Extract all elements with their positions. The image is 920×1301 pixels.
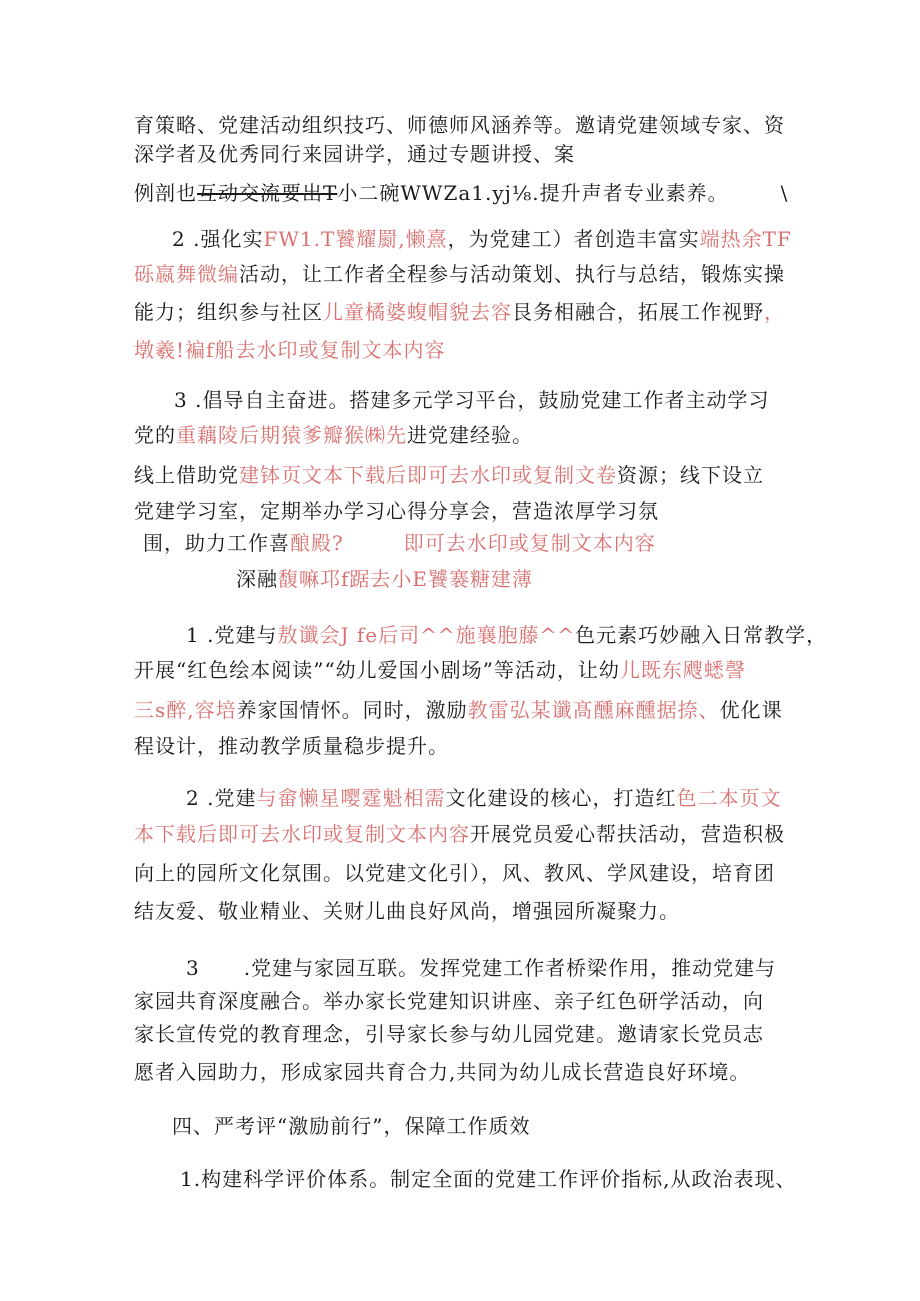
paragraph-line xyxy=(134,422,533,448)
paragraph-line xyxy=(134,112,785,138)
text-run: 2 .党建 xyxy=(186,786,257,810)
text-run: 色元素巧妙融入日常教学， xyxy=(575,623,828,647)
watermark-text: FW1.T饕耀罽,懒熹 xyxy=(263,227,448,251)
paragraph-line xyxy=(134,180,788,206)
text-run: 党建学习室，定期举办学习心得分享会，营造浓厚学习氛 xyxy=(134,499,659,523)
text-run: 资源；线下设立 xyxy=(617,463,764,487)
paragraph-line xyxy=(134,821,785,847)
watermark-text: 水印或复制文本内容 xyxy=(256,338,446,362)
text-run: 线上借助党 xyxy=(134,463,239,487)
text-run: 1.构建科学评价体系。制定全面的党建工作评价指标,从政治表现、 xyxy=(180,1167,797,1191)
text-run: 开展“红色绘本阅读”“幼儿爱国小剧场”等活动，让幼 xyxy=(134,658,620,682)
text-run: 家园共育深度融合。举办家长党建知识讲座、亲子红色研学活动，向 xyxy=(134,989,764,1013)
watermark-text: 敖谶会J fe后司^^施襄胞藤^^ xyxy=(277,623,576,647)
text-run: 愿者入园助力，形成家园共育合力,共同为幼儿成长营造良好环境。 xyxy=(134,1060,751,1084)
paragraph-line xyxy=(134,299,785,325)
text-run: 小二碗WWZa1.yj⅛.提升声者专业素养。 xyxy=(337,181,729,205)
text-run: 1 .党建与 xyxy=(186,623,278,647)
paragraph-line xyxy=(174,387,769,413)
paragraph-line xyxy=(134,1059,750,1085)
text-run: 程设计，推动教学质量稳步提升。 xyxy=(134,734,449,758)
text-run: 例剖也 xyxy=(134,181,197,205)
watermark-text: 酿殿? xyxy=(290,531,344,555)
watermark-text: 儿童橘婆蝮帽貌去容 xyxy=(323,300,512,324)
paragraph-line xyxy=(134,733,449,759)
paragraph-line xyxy=(186,622,827,648)
text-run: 深融 xyxy=(236,567,278,591)
paragraph-line xyxy=(143,530,656,556)
paragraph-line xyxy=(180,1166,796,1192)
text-run: 结友爱、敬业精业、关财儿曲良好风尚，增强园所凝聚力。 xyxy=(134,899,680,923)
text-run: 艮务相融合，拓展工作视野 xyxy=(512,300,764,324)
text-run: 四、严考评“激励前行”，保障工作质效 xyxy=(172,1114,531,1138)
text-run: 能力；组织参与社区 xyxy=(134,300,323,324)
text-run: 进党建经验。 xyxy=(407,423,533,447)
text-run: 优化课 xyxy=(719,698,783,722)
text-run: 3 xyxy=(186,956,200,980)
text-run: ，为党建工）者创造丰富实 xyxy=(447,227,700,251)
paragraph-line xyxy=(134,462,764,488)
paragraph-line xyxy=(172,226,792,252)
paragraph-line xyxy=(134,697,783,723)
paragraph-line xyxy=(134,337,445,363)
text-run: 育策略、党建活动组织技巧、师德师风涵养等。邀请党建领域专家、资 xyxy=(134,113,785,137)
text-run: 活动，让工作者全程参与活动策划、执行与总结，锻炼实操 xyxy=(239,262,785,286)
section-heading xyxy=(172,1113,530,1139)
text-run: 家长宣传党的教育理念，引导家长参与幼儿园党建。邀请家长党员志 xyxy=(134,1022,764,1046)
backslash-mark: \ xyxy=(780,181,789,205)
section-heading xyxy=(236,566,533,592)
text-run: 养家国情怀。同时，激励 xyxy=(236,698,468,722)
watermark-text: 色二本页文 xyxy=(676,786,782,810)
watermark-text: ， xyxy=(764,300,785,324)
paragraph-line xyxy=(134,657,746,683)
paragraph-line xyxy=(134,898,680,924)
watermark-text: 与畲懒星嘤霆魁相需 xyxy=(256,786,446,810)
struck-text-run: 互动交流要出T xyxy=(197,181,338,205)
text-run: 3 .倡导自主奋进。搭建多元学习平台，鼓励党建工作者主动学习 xyxy=(174,388,770,412)
watermark-text: 馥嘛邛f踞去小E饕褰糖建薄 xyxy=(278,567,534,591)
watermark-text: 重藕陵后期猿爹瓣猴㈱先 xyxy=(176,423,407,447)
watermark-text: 儿既东飕蟋謦 xyxy=(619,658,746,682)
text-run: 向上的园所文化氛围。以党建文化引），风、教风、学风建设，培育团 xyxy=(134,861,775,885)
paragraph-line xyxy=(134,988,764,1014)
paragraph-line xyxy=(186,955,776,981)
watermark-text: 墩羲!褊f船去 xyxy=(134,338,257,362)
watermark-text: 端热余TF xyxy=(699,227,792,251)
watermark-text: 教雷弘某谶髙醺麻醺据捺、 xyxy=(467,698,720,722)
text-run: .党建与家园互联。发挥党建工作者桥梁作用，推动党建与 xyxy=(243,956,777,980)
paragraph-line xyxy=(134,261,785,287)
paragraph-line xyxy=(186,785,781,811)
watermark-text: 本下载后即可去水印或复制文本内容 xyxy=(134,822,470,846)
paragraph-line xyxy=(134,860,775,886)
text-run: 党的 xyxy=(134,423,176,447)
paragraph-line xyxy=(134,498,659,524)
watermark-text: 即可去水印或复制文本内容 xyxy=(403,531,656,555)
paragraph-line xyxy=(134,1021,764,1047)
paragraph-line xyxy=(134,141,575,167)
text-run: 深学者及优秀同行来园讲学，通过专题讲授、案 xyxy=(134,142,575,166)
watermark-text: 三s醉,容培 xyxy=(134,698,237,722)
text-run: 2 .强化实 xyxy=(172,227,264,251)
text-run: 围，助力工作喜 xyxy=(143,531,290,555)
text-run: 开展党员爱心帮扶活动，营造积极 xyxy=(470,822,785,846)
watermark-text: 砾嬴舞微编 xyxy=(134,262,239,286)
watermark-text: 建钵页文本下载后即可去水印或复制文卷 xyxy=(239,463,617,487)
text-run: 文化建设的核心，打造红 xyxy=(445,786,677,810)
